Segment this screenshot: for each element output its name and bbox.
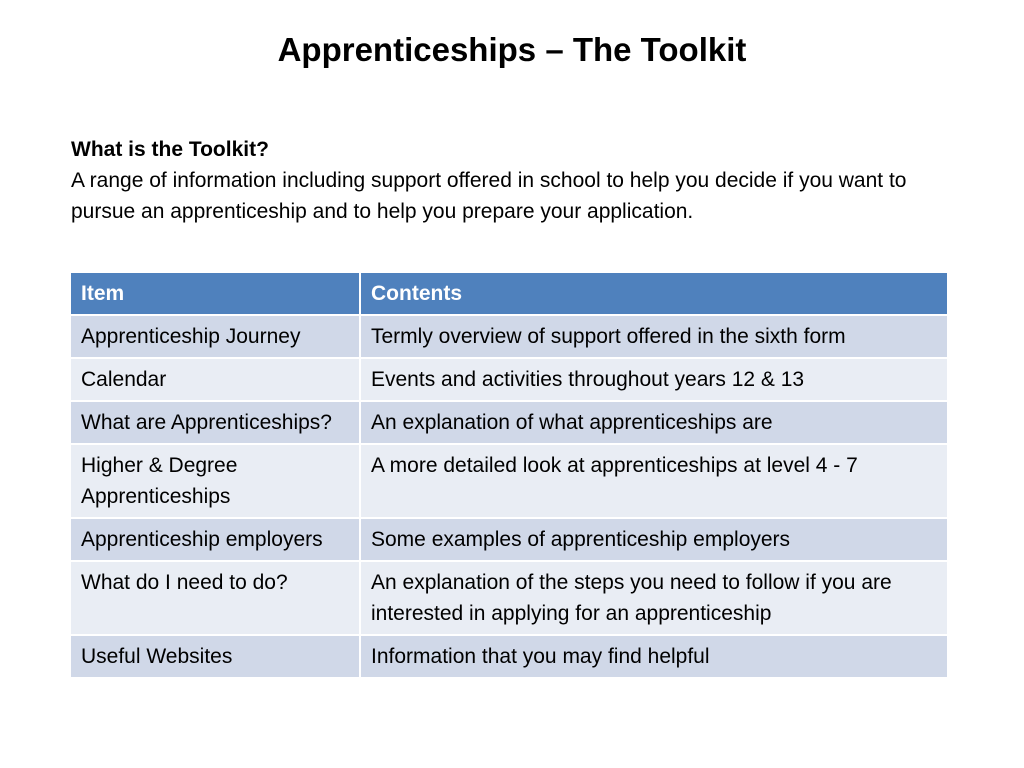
intro-section <box>71 134 961 227</box>
table-header-row <box>70 272 948 315</box>
table-row <box>70 358 948 401</box>
contents-cell: An explanation of the steps you need to follow if you are interested in applying for an apprenticeship <box>360 561 948 635</box>
contents-cell: A more detailed look at apprenticeships at level 4 - 7 <box>360 444 948 518</box>
toolkit-table <box>69 271 949 679</box>
item-cell: What do I need to do? <box>70 561 360 635</box>
contents-cell: Information that you may find helpful <box>360 635 948 678</box>
column-header-contents: Contents <box>360 272 948 315</box>
item-cell: Apprenticeship employers <box>70 518 360 561</box>
table-row <box>70 444 948 518</box>
table-row <box>70 518 948 561</box>
column-header-item: Item <box>70 272 360 315</box>
item-cell: What are Apprenticeships? <box>70 401 360 444</box>
item-cell: Higher & Degree Apprenticeships <box>70 444 360 518</box>
intro-heading: What is the Toolkit? <box>71 138 269 161</box>
table-row <box>70 315 948 358</box>
contents-cell: Termly overview of support offered in the sixth form <box>360 315 948 358</box>
contents-cell: Events and activities throughout years 12 & 13 <box>360 358 948 401</box>
contents-cell: Some examples of apprenticeship employers <box>360 518 948 561</box>
item-cell: Useful Websites <box>70 635 360 678</box>
contents-cell: An explanation of what apprenticeships are <box>360 401 948 444</box>
item-cell: Apprenticeship Journey <box>70 315 360 358</box>
page-title: Apprenticeships – The Toolkit <box>277 31 747 68</box>
table-row <box>70 401 948 444</box>
item-cell: Calendar <box>70 358 360 401</box>
table-row <box>70 635 948 678</box>
intro-body: A range of information including support offered in school to help you decide if you want to pursue an apprenticeship and to help you prepare your application. <box>71 169 907 223</box>
table-row <box>70 561 948 635</box>
